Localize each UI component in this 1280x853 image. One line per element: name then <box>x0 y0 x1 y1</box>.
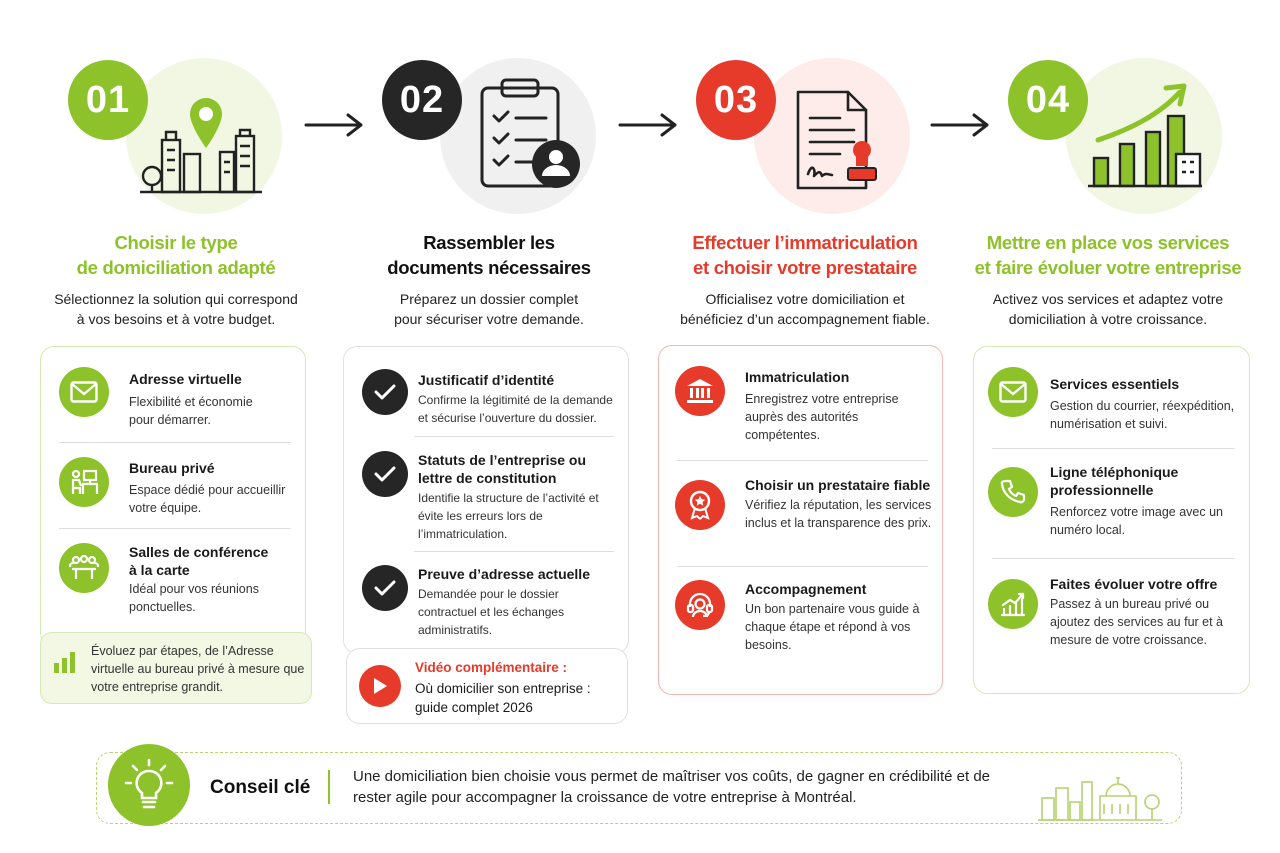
item-title: Justificatif d’identité <box>418 372 555 388</box>
step-2-number: 02 <box>382 60 462 140</box>
video-label: Vidéo complémentaire : <box>415 660 568 675</box>
item-title: Faites évoluer votre offre <box>1050 576 1218 592</box>
list-item <box>673 366 930 446</box>
divider <box>414 436 614 437</box>
item-title: Ligne téléphonique professionnelle <box>1050 464 1179 498</box>
checkmark-icon <box>362 565 408 611</box>
item-title: Statuts de l’entreprise ou lettre de constitution <box>418 452 587 486</box>
headset-support-icon <box>675 580 725 630</box>
divider <box>59 528 291 529</box>
item-description: Vérifiez la réputation, les services inclus et la transparence des prix. <box>745 498 932 530</box>
list-item <box>358 565 616 637</box>
key-advice-text: Une domiciliation bien choisie vous permet de maîtriser vos coûts, de gagner en crédibilité et de rester agile pour accompagner la croissance de votre entreprise à Montréal. <box>353 768 991 806</box>
key-advice-divider <box>328 770 330 804</box>
step-3-title: Effectuer l’immatriculation et choisir votre prestataire <box>692 232 918 278</box>
meeting-room-icon <box>59 543 109 593</box>
step-4-header <box>980 52 1280 222</box>
step-1-title: Choisir le type de domiciliation adapté <box>76 232 276 278</box>
step-4-card <box>973 346 1250 694</box>
step-3-number: 03 <box>696 60 776 140</box>
video-title[interactable]: Où domicilier son entreprise : guide complet 2026 <box>415 681 591 715</box>
item-description: Renforcez votre image avec un numéro local. <box>1050 505 1224 537</box>
montreal-skyline-icon <box>1036 758 1164 822</box>
growth-bars-icon <box>988 579 1038 629</box>
bank-building-icon <box>675 366 725 416</box>
checkmark-icon <box>362 369 408 415</box>
signed-document-icon <box>794 88 884 192</box>
list-item <box>55 543 293 623</box>
step-1-tip <box>40 632 312 704</box>
step-2-card <box>343 346 629 654</box>
divider <box>414 551 614 552</box>
office-desk-icon <box>59 457 109 507</box>
step-4-number: 04 <box>1008 60 1088 140</box>
step-2-description: Préparez un dossier complet pour sécuriser votre demande. <box>394 291 584 327</box>
step-1-card <box>40 346 306 646</box>
item-description: Un bon partenaire vous guide à chaque étape et répond à vos besoins. <box>745 602 920 652</box>
step-3-description: Officialisez votre domiciliation et bénéficiez d’un accompagnement fiable. <box>680 291 930 327</box>
play-video-icon[interactable] <box>359 665 401 707</box>
item-title: Immatriculation <box>745 369 850 385</box>
item-description: Gestion du courrier, réexpédition, numérisation et suivi. <box>1050 399 1235 431</box>
step-3-header <box>668 52 968 222</box>
item-title: Preuve d’adresse actuelle <box>418 566 590 582</box>
item-title: Bureau privé <box>129 460 215 476</box>
list-item <box>358 451 616 543</box>
step-1-number: 01 <box>68 60 148 140</box>
award-badge-icon <box>675 480 725 530</box>
item-description: Enregistrez votre entreprise auprès des autorités compétentes. <box>745 392 899 442</box>
growth-chart-icon <box>1084 82 1204 194</box>
item-title: Salles de conférence à la carte <box>129 544 269 578</box>
divider <box>992 558 1235 559</box>
divider <box>59 442 291 443</box>
list-item <box>988 367 1237 437</box>
item-description: Flexibilité et économie pour démarrer. <box>129 395 253 427</box>
item-description: Espace dédié pour accueillir votre équipe. <box>129 483 286 515</box>
envelope-icon <box>988 367 1038 417</box>
list-item <box>55 457 293 517</box>
step-2-header <box>354 52 654 222</box>
location-pin-icon <box>136 92 266 198</box>
phone-icon <box>988 467 1038 517</box>
lightbulb-icon <box>108 744 190 826</box>
item-description: Idéal pour vos réunions ponctuelles. <box>129 582 259 614</box>
item-description: Demandée pour le dossier contractuel et les échanges administratifs. <box>418 587 565 637</box>
item-description: Identifie la structure de l’activité et évite les erreurs lors de l’immatriculation. <box>418 491 599 541</box>
item-description: Passez à un bureau privé ou ajoutez des services au fur et à mesure de votre croissance. <box>1050 597 1224 647</box>
step-2-title: Rassembler les documents nécessaires <box>387 232 591 278</box>
checkmark-icon <box>362 451 408 497</box>
video-link[interactable] <box>346 648 628 724</box>
list-item <box>55 367 293 427</box>
growth-bars-icon <box>53 649 77 673</box>
step-3-card <box>658 345 943 695</box>
tip-text: Évoluez par étapes, de l’Adresse virtuelle au bureau privé à mesure que votre entreprise grandit. <box>91 644 305 694</box>
divider <box>677 566 928 567</box>
item-title: Choisir un prestataire fiable <box>745 477 931 493</box>
list-item <box>988 575 1237 665</box>
item-title: Services essentiels <box>1050 376 1180 392</box>
divider <box>677 460 928 461</box>
item-title: Accompagnement <box>745 581 867 597</box>
step-4-description: Activez vos services et adaptez votre domiciliation à votre croissance. <box>992 291 1224 327</box>
key-advice-title: Conseil clé <box>210 777 311 798</box>
step-1-description: Sélectionnez la solution qui correspond à vos besoins et à votre budget. <box>54 291 298 327</box>
step-4-title: Mettre en place vos services et faire évoluer votre entreprise <box>974 232 1242 278</box>
list-item <box>358 367 616 437</box>
clipboard-checklist-icon <box>478 76 582 194</box>
step-1-header <box>40 52 340 222</box>
list-item <box>988 463 1237 553</box>
list-item <box>673 474 930 554</box>
item-description: Confirme la légitimité de la demande et sécurise l’ouverture du dossier. <box>418 393 613 425</box>
list-item <box>673 580 930 660</box>
envelope-icon <box>59 367 109 417</box>
item-title: Adresse virtuelle <box>129 371 242 387</box>
divider <box>992 448 1235 449</box>
